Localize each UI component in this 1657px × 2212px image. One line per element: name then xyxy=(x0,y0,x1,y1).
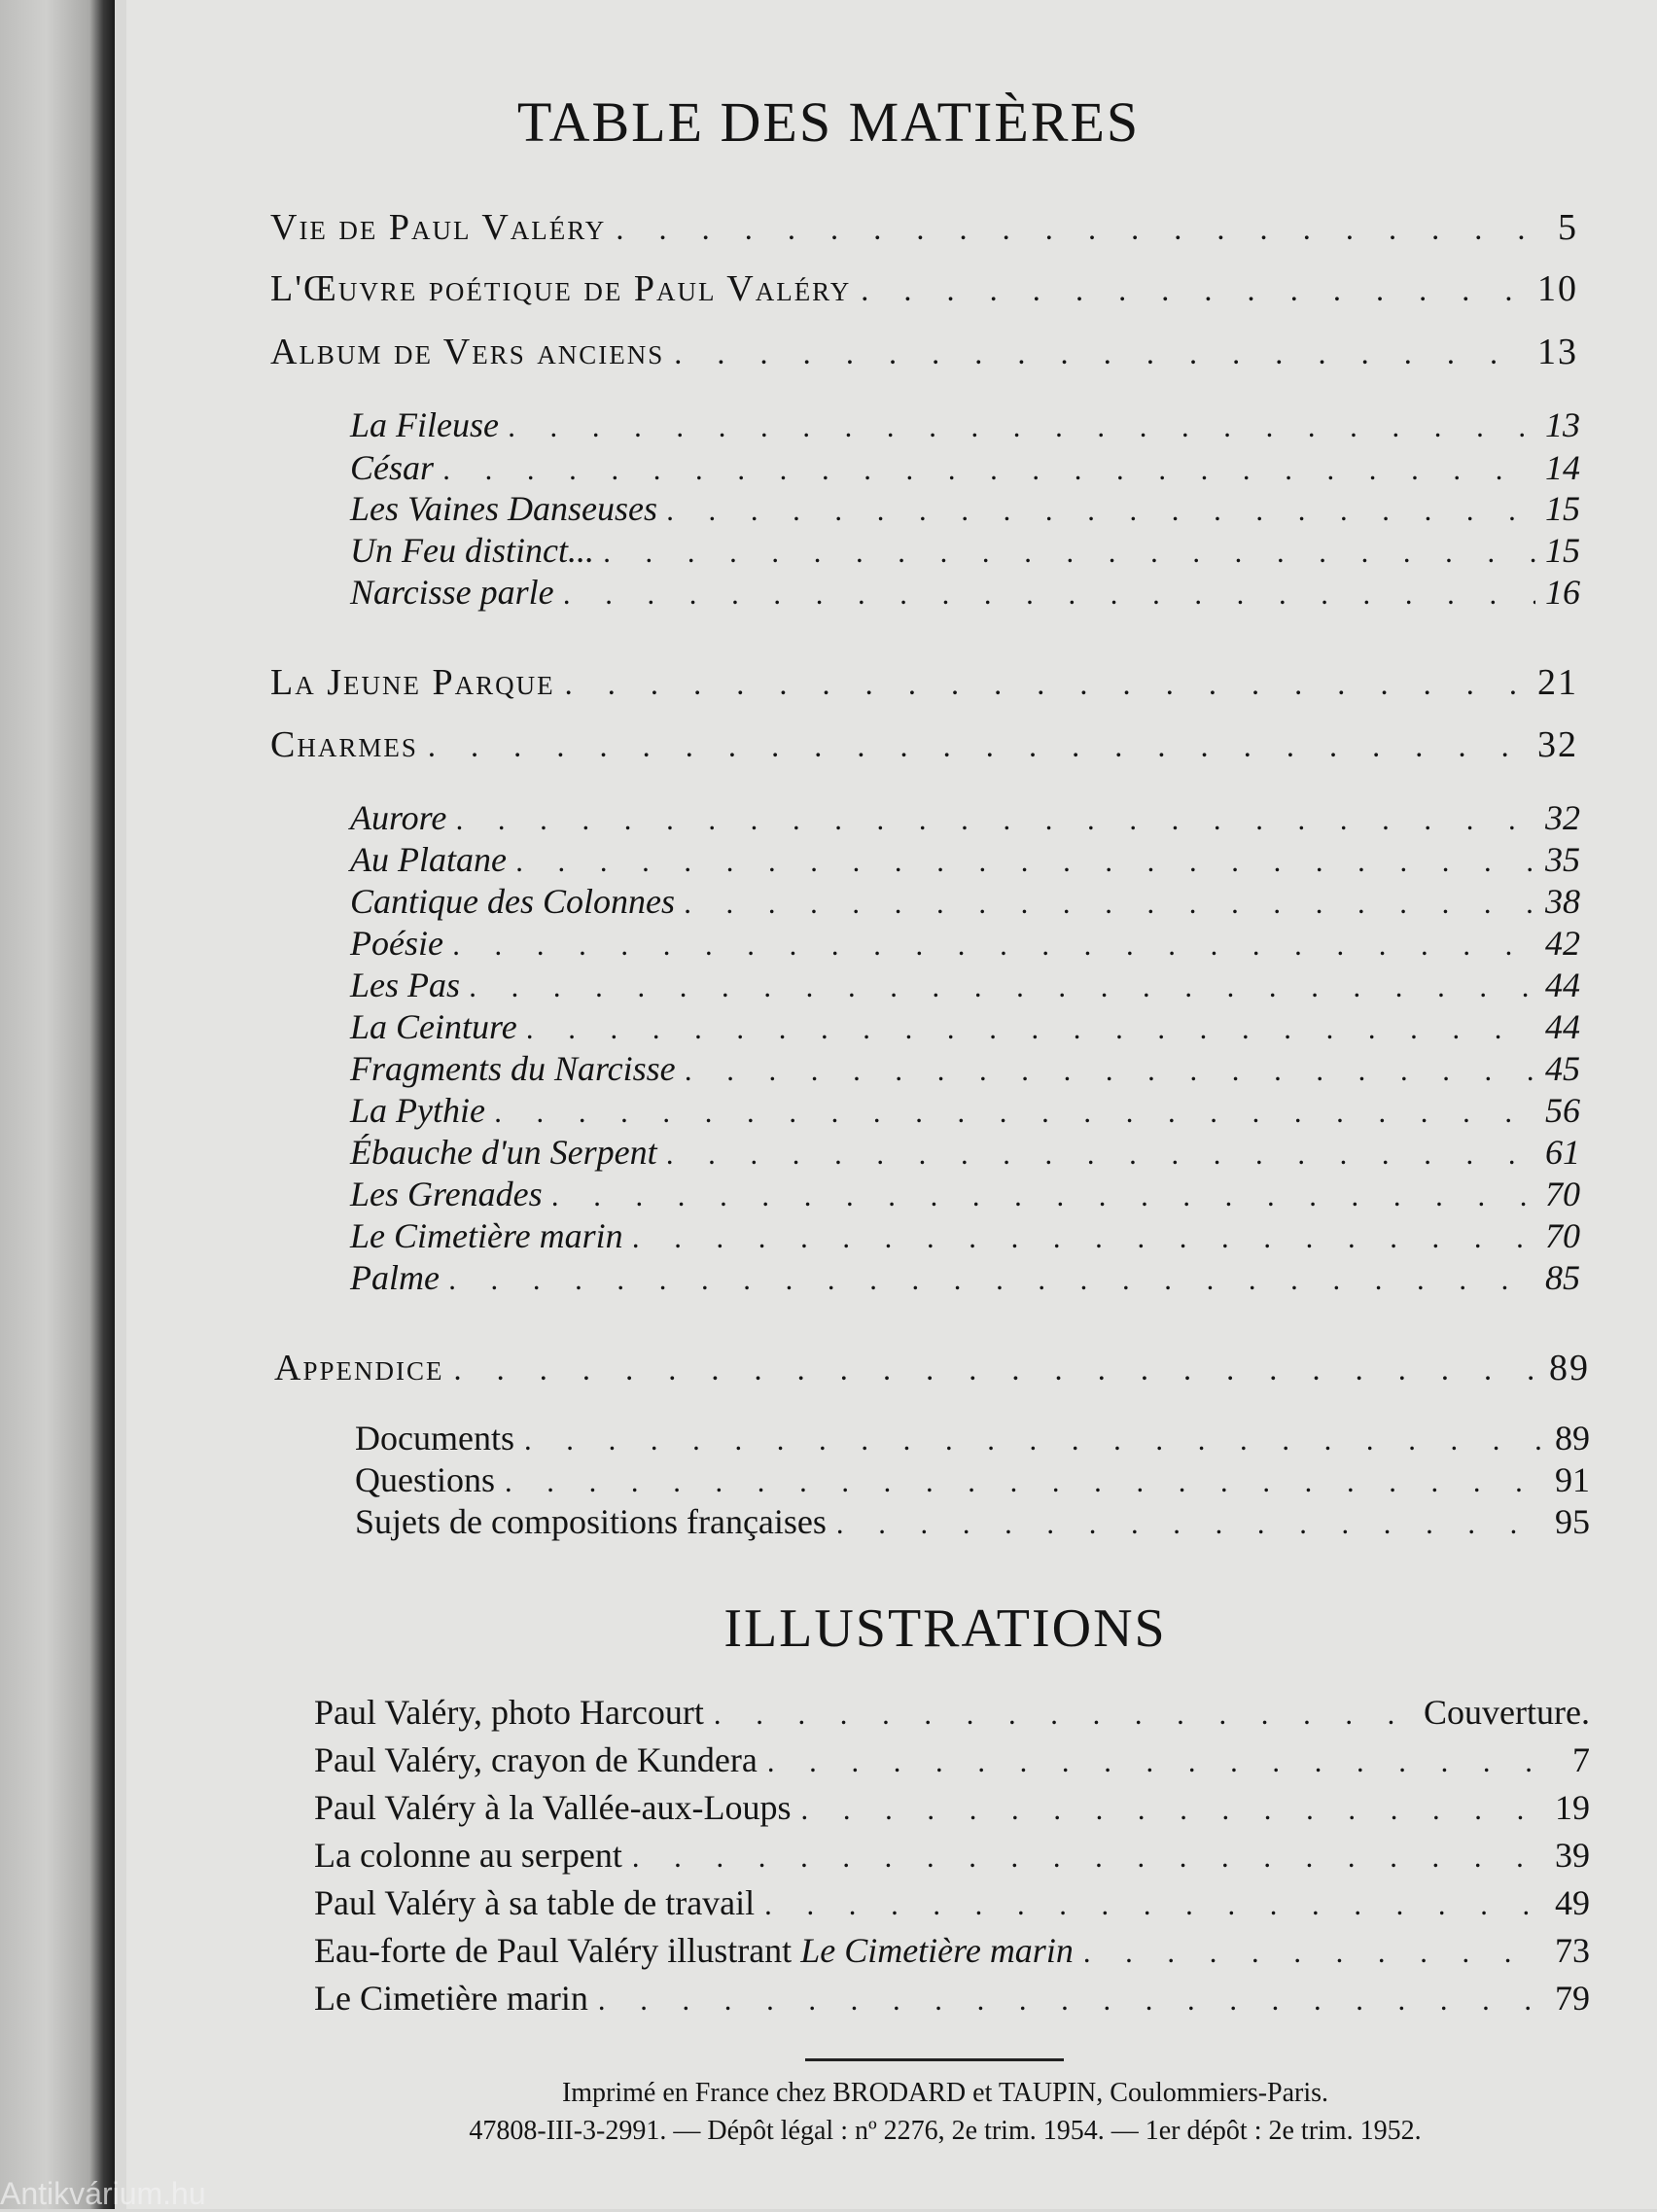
dot-leader xyxy=(428,728,1528,764)
dot-leader xyxy=(667,1138,1535,1172)
toc-subentry xyxy=(350,404,1580,445)
entry-label: Charmes xyxy=(270,724,418,765)
dot-leader xyxy=(616,211,1548,247)
book-binding-edge xyxy=(0,0,115,2209)
entry-page: 35 xyxy=(1545,840,1580,879)
toc-subentry xyxy=(350,839,1580,880)
entry-label: Un Feu distinct... xyxy=(350,531,594,570)
dot-leader xyxy=(524,1423,1545,1457)
entry-page: 13 xyxy=(1537,332,1578,372)
entry-label: L'Œuvre poétique de Paul Valéry xyxy=(270,268,852,309)
entry-page: 89 xyxy=(1555,1419,1590,1457)
entry-label: Appendice xyxy=(274,1348,444,1388)
entry-label: Questions xyxy=(355,1460,495,1499)
printer-line: Imprimé en France chez BRODARD et TAUPIN, Coulommiers-Paris. xyxy=(561,2078,1329,2108)
dot-leader xyxy=(714,1698,1414,1732)
entry-page: 10 xyxy=(1537,268,1578,309)
dot-leader xyxy=(861,272,1528,308)
entry-page: 39 xyxy=(1555,1836,1590,1875)
dot-leader xyxy=(509,410,1535,444)
dot-leader xyxy=(801,1793,1545,1827)
entry-label: Les Pas xyxy=(350,966,461,1004)
entry-label: Cantique des Colonnes xyxy=(350,882,675,921)
dot-leader xyxy=(495,1096,1535,1130)
entry-label: La Ceinture xyxy=(350,1007,517,1046)
toc-entry xyxy=(270,267,1578,310)
entry-label-text: Eau-forte de Paul Valéry illustrant xyxy=(314,1931,793,1970)
entry-page: 5 xyxy=(1558,207,1578,248)
entry-label: Aurore xyxy=(350,798,447,837)
toc-subentry xyxy=(355,1501,1590,1542)
entry-page: 73 xyxy=(1555,1931,1590,1970)
entry-label: La colonne au serpent xyxy=(314,1836,622,1875)
entry-page: 14 xyxy=(1545,448,1580,487)
dot-leader xyxy=(516,845,1535,879)
toc-entry xyxy=(274,1347,1590,1389)
illustration-entry xyxy=(314,1692,1590,1733)
entry-page: 45 xyxy=(1545,1049,1580,1088)
entry-label: Fragments du Narcisse xyxy=(350,1049,676,1088)
entry-page: 7 xyxy=(1572,1740,1590,1779)
entry-label: La Jeune Parque xyxy=(270,662,555,703)
dot-leader xyxy=(505,1465,1545,1499)
entry-label: Au Platane xyxy=(350,840,507,879)
illustration-entry xyxy=(314,1882,1590,1923)
entry-page: 79 xyxy=(1555,1979,1590,2018)
toc-subentry xyxy=(350,1174,1580,1214)
entry-label: Les Grenades xyxy=(350,1175,543,1213)
entry-label: César xyxy=(350,448,435,487)
entry-page: 95 xyxy=(1555,1502,1590,1541)
entry-page: Couverture. xyxy=(1424,1693,1590,1732)
toc-subentry xyxy=(350,881,1580,922)
dot-leader xyxy=(604,536,1535,570)
toc-subentry xyxy=(350,1006,1580,1047)
dot-leader xyxy=(767,1745,1563,1779)
illustration-entry xyxy=(314,1930,1590,1971)
entry-label: Le Cimetière marin xyxy=(314,1979,588,2018)
dot-leader xyxy=(565,666,1528,702)
entry-page: 89 xyxy=(1549,1348,1590,1388)
entry-label: Le Cimetière marin xyxy=(350,1216,623,1255)
entry-page: 70 xyxy=(1545,1216,1580,1255)
dot-leader xyxy=(552,1179,1535,1213)
dot-leader xyxy=(632,1841,1545,1875)
dot-leader xyxy=(685,887,1535,921)
entry-page: 15 xyxy=(1545,531,1580,570)
entry-label: La Pythie xyxy=(350,1091,485,1130)
toc-subentry xyxy=(355,1418,1590,1458)
toc-subentry xyxy=(350,923,1580,964)
entry-page: 70 xyxy=(1545,1175,1580,1213)
entry-page: 21 xyxy=(1537,662,1578,703)
dot-leader xyxy=(667,494,1535,528)
entry-page: 85 xyxy=(1545,1258,1580,1297)
entry-page: 44 xyxy=(1545,1007,1580,1046)
toc-title: TABLE DES MATIÈRES xyxy=(516,90,1141,154)
legal-deposit-line: 47808-III-3-2991. — Dépôt légal : nº 2276, 2e trim. 1954. — 1er dépôt : 2e trim. 1952. xyxy=(469,2116,1422,2146)
entry-page: 32 xyxy=(1545,798,1580,837)
entry-label: La Fileuse xyxy=(350,405,499,444)
illustration-entry xyxy=(314,1787,1590,1828)
entry-label: Poésie xyxy=(350,924,443,963)
illustrations-title: ILLUSTRATIONS xyxy=(723,1598,1167,1659)
toc-subentry xyxy=(350,1048,1580,1089)
toc-subentry xyxy=(350,1132,1580,1173)
entry-page: 16 xyxy=(1545,573,1580,612)
dot-leader xyxy=(836,1507,1545,1541)
toc-subentry xyxy=(350,488,1580,529)
toc-entry xyxy=(270,661,1578,704)
dot-leader xyxy=(470,970,1535,1004)
dot-leader xyxy=(598,1984,1545,2018)
footer-rule xyxy=(805,2058,1064,2061)
dot-leader xyxy=(564,578,1535,612)
entry-page: 15 xyxy=(1545,489,1580,528)
toc-subentry xyxy=(355,1459,1590,1500)
toc-entry xyxy=(270,723,1578,766)
toc-subentry xyxy=(350,797,1580,838)
entry-label: Ébauche d'un Serpent xyxy=(350,1133,657,1172)
entry-label: Paul Valéry à la Vallée-aux-Loups xyxy=(314,1788,792,1827)
entry-label: Palme xyxy=(350,1258,440,1297)
entry-page: 44 xyxy=(1545,966,1580,1004)
dot-leader xyxy=(633,1221,1535,1255)
toc-subentry xyxy=(350,447,1580,488)
toc-subentry xyxy=(350,572,1580,613)
illustration-entry xyxy=(314,1835,1590,1876)
entry-label: Paul Valéry à sa table de travail xyxy=(314,1883,756,1922)
toc-entry xyxy=(270,206,1578,249)
dot-leader xyxy=(449,1263,1535,1297)
entry-label: Paul Valéry, crayon de Kundera xyxy=(314,1740,758,1779)
entry-page: 19 xyxy=(1555,1788,1590,1827)
toc-entry xyxy=(270,331,1578,373)
entry-label: Vie de Paul Valéry xyxy=(270,207,607,248)
dot-leader xyxy=(527,1012,1535,1046)
toc-subentry xyxy=(350,1090,1580,1131)
dot-leader xyxy=(456,803,1535,837)
entry-label: Narcisse parle xyxy=(350,573,554,612)
entry-page: 91 xyxy=(1555,1460,1590,1499)
entry-page: 61 xyxy=(1545,1133,1580,1172)
toc-subentry xyxy=(350,530,1580,571)
illustration-entry xyxy=(314,1739,1590,1780)
dot-leader xyxy=(1083,1936,1545,1970)
dot-leader xyxy=(674,335,1528,371)
entry-label: Documents xyxy=(355,1419,514,1457)
entry-page: 56 xyxy=(1545,1091,1580,1130)
dot-leader xyxy=(453,1352,1539,1387)
dot-leader xyxy=(453,929,1535,963)
entry-label: Sujets de compositions françaises xyxy=(355,1502,827,1541)
dot-leader xyxy=(686,1054,1535,1088)
entry-page: 13 xyxy=(1545,405,1580,444)
dot-leader xyxy=(443,453,1535,487)
entry-page: 42 xyxy=(1545,924,1580,963)
toc-subentry xyxy=(350,965,1580,1005)
entry-label-italic: Le Cimetière marin xyxy=(800,1931,1074,1970)
toc-subentry xyxy=(350,1257,1580,1298)
entry-page: 38 xyxy=(1545,882,1580,921)
entry-label: Album de Vers anciens xyxy=(270,332,665,372)
entry-label: Les Vaines Danseuses xyxy=(350,489,657,528)
illustration-entry xyxy=(314,1978,1590,2019)
entry-page: 49 xyxy=(1555,1883,1590,1922)
entry-label: Paul Valéry, photo Harcourt xyxy=(314,1693,704,1732)
dot-leader xyxy=(764,1888,1545,1922)
entry-page: 32 xyxy=(1537,724,1578,765)
entry-label xyxy=(314,1930,1074,1971)
toc-subentry xyxy=(350,1215,1580,1256)
watermark: Antikvárium.hu xyxy=(0,2176,206,2211)
